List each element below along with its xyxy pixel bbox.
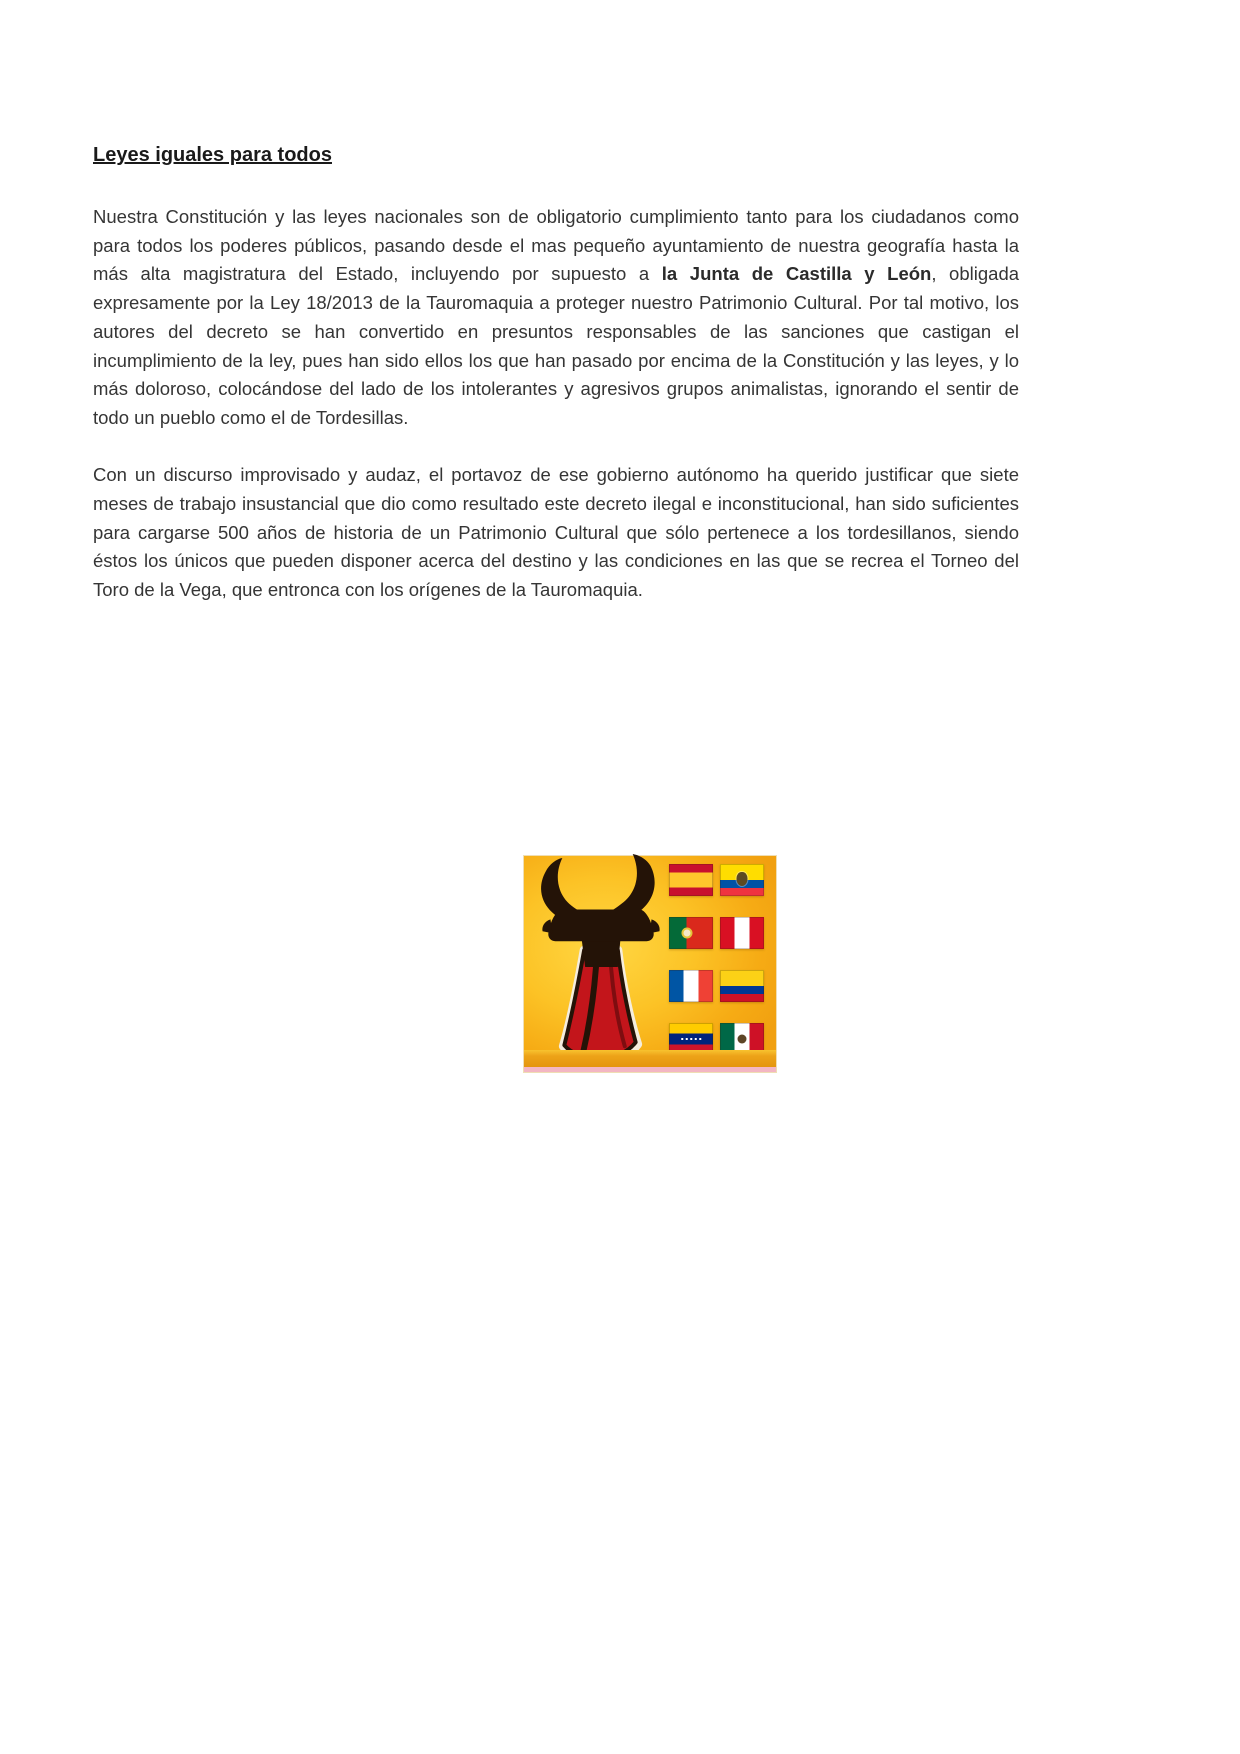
page-title: Leyes iguales para todos	[93, 144, 332, 166]
figure-pink-strip	[524, 1067, 776, 1072]
flag-colombia-icon	[720, 970, 764, 1002]
figure-floor	[524, 1050, 776, 1067]
flag-peru-icon	[720, 917, 764, 949]
flag-portugal-icon	[669, 917, 713, 949]
flag-france-icon	[669, 970, 713, 1002]
paragraph-1-text-end: , obligada expresamente por la Ley 18/2013 de la Tauromaquia a proteger nuestro Patrimonio Cultural. Por tal motivo, los autores del decreto se han convertido en presuntos responsables de las sanciones que castigan el incumplimiento de la ley, pues han sido ellos los que han pasado por encima de la Constitución y las leyes, y lo más doloroso, colocándose del lado de los intolerantes y agresivos grupos animalistas, ignorando el sentir de todo un pueblo como el de Tordesillas.	[93, 263, 1020, 428]
flags-grid	[669, 864, 764, 1055]
paragraph-1-text-start: Nuestra Constitución y las leyes nacionales son de obligatorio cumplimiento tanto para los ciudadanos como para todos los poderes públicos, pasando desde el mas pequeño ayuntamiento de nuestra geografía hasta la más alta magistratura del Estado, incluyendo por supuesto a	[93, 206, 1019, 285]
paragraph-2: Con un discurso improvisado y audaz, el portavoz de ese gobierno autónomo ha querido justificar que siete meses de trabajo insustancial que dio como resultado este decreto ilegal e inconstitucional, han sido suficientes para cargarse 500 años de historia de un Patrimonio Cultural que sólo pertenece a los tordesillanos, siendo éstos los únicos que pueden disponer acerca del destino y las condiciones en las que se recrea el Torneo del Toro de la Vega, que entronca con los orígenes de la Tauromaquia.	[93, 464, 1019, 601]
flag-ecuador-icon	[720, 864, 764, 896]
bull-with-cape-icon	[526, 856, 676, 1072]
bull-cape-flags-figure	[524, 856, 776, 1072]
paragraph-1-bold-phrase: la Junta de Castilla y León	[661, 263, 932, 285]
document-body	[93, 141, 1019, 634]
flag-spain-icon	[669, 864, 713, 896]
paragraph-1	[93, 203, 1019, 433]
